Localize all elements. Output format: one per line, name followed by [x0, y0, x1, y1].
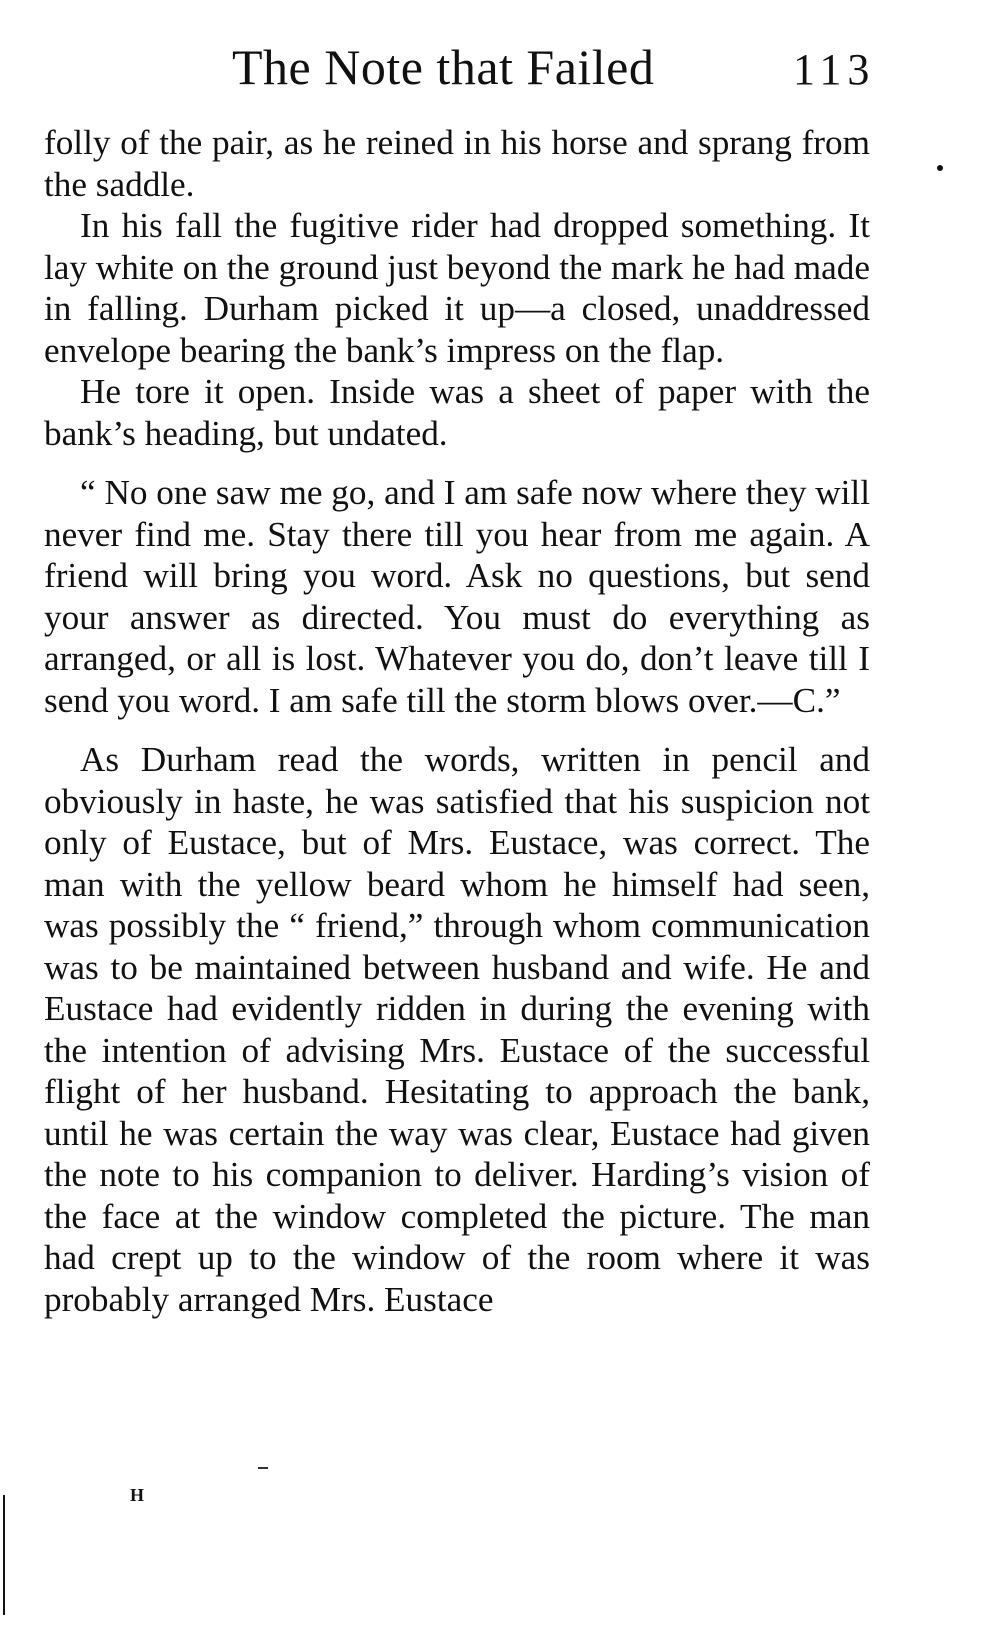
quoted-note: “ No one saw me go, and I am safe now where they will never find me. Stay there till you hear from me again. A friend will bring you word. Ask no questions, but send your answer as directed. You must do everything as arranged, or all is lost. Whatever you do, don’t leave till I send you word. I am safe till the storm blows over.—C.” [44, 473, 870, 720]
paragraph-dropped-envelope: In his fall the fugitive rider had dropped something. It lay white on the ground just beyond the mark he had made in falling. Durham picked it up—a closed, unaddressed envelope bearing the bank’s impress on the flap. [44, 206, 870, 370]
page-header [0, 30, 1000, 110]
signature-mark: H [130, 1485, 146, 1505]
paragraph-durham-reads: As Durham read the words, written in pencil and obviously in haste, he was satisfied that his suspicion not only of Eustace, but of Mrs. Eustace, was correct. The man with the yellow beard whom he himself had seen, was possibly the “ friend,” through whom communication was to be maintained between husband and wife. He and Eustace had evidently ridden in during the evening with the intention of advising Mrs. Eustace of the successful flight of her husband. Hesitating to approach the bank, until he was certain the way was clear, Eustace had given the note to his companion to deliver. Harding’s vision of the face at the window completed the picture. The man had crept up to the window of the room where it was probably arranged Mrs. Eustace [44, 740, 870, 1319]
print-speck [937, 165, 943, 171]
paragraph-tore-open: He tore it open. Inside was a sheet of paper with the bank’s heading, but undated. [44, 372, 870, 453]
body-text [44, 122, 870, 1320]
paragraph-continuation: folly of the pair, as he reined in his horse and sprang from the saddle. [44, 123, 870, 204]
gutter-edge [3, 1495, 5, 1615]
running-title: The Note that Failed [232, 39, 655, 95]
print-mark [258, 1467, 268, 1469]
page-number: 113 [793, 45, 876, 94]
